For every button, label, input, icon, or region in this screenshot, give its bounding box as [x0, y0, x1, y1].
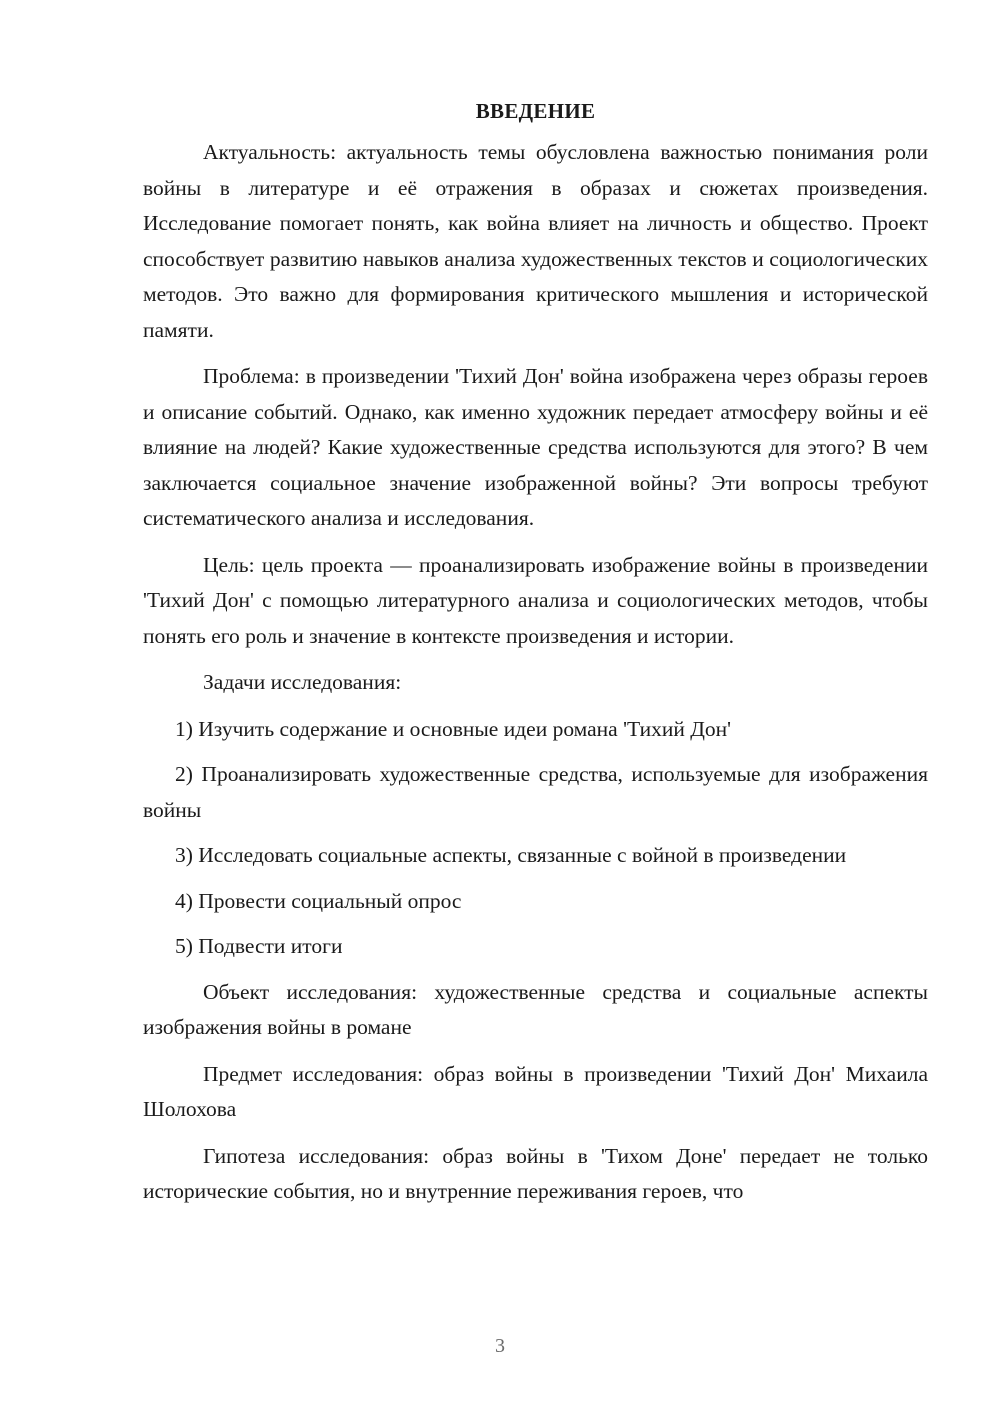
paragraph-problem: Проблема: в произведении 'Тихий Дон' война изображена через образы героев и описание событий. Однако, как именно художник передает атмосферу войны и её влияние на людей? Какие художественные средства используются для этого? В чем заключается социальное значение изображенной войны? Эти вопросы требуют систематического анализа и исследования. [143, 364, 928, 530]
paragraph-goal: Цель: цель проекта — проанализировать изображение войны в произведении 'Тихий Дон' с помощью литературного анализа и социологических методов, чтобы понять его роль и значение в контексте произведения и истории. [143, 552, 928, 648]
paragraph-relevance: Актуальность: актуальность темы обусловлена важностью понимания роли войны в литературе и её отражения в образах и сюжетах произведения. Исследование помогает понять, как война влияет на личность и общество. Проект способствует развитию навыков анализа художественных текстов и социологических методов. Это важно для формирования критического мышления и исторической памяти. [143, 140, 928, 342]
paragraph-object: Объект исследования: художественные средства и социальные аспекты изображения войны в романе [143, 979, 928, 1039]
section-title: ВВЕДЕНИЕ [475, 99, 596, 123]
paragraph-hypothesis: Гипотеза исследования: образ войны в 'Тихом Доне' передает не только исторические события, но и внутренние переживания героев, что [143, 1143, 928, 1203]
task-item-1: 1) Изучить содержание и основные идеи романа 'Тихий Дон' [175, 716, 732, 741]
task-item-2: 2) Проанализировать художественные средства, используемые для изображения войны [143, 762, 928, 822]
paragraph-subject: Предмет исследования: образ войны в произведении 'Тихий Дон' Михаила Шолохова [143, 1061, 928, 1121]
tasks-heading: Задачи исследования: [203, 670, 402, 694]
task-item-4: 4) Провести социальный опрос [175, 888, 462, 913]
document-page [143, 94, 928, 1210]
page-number: 3 [495, 1335, 505, 1357]
task-item-5: 5) Подвести итоги [175, 934, 343, 958]
task-item-3: 3) Исследовать социальные аспекты, связанные с войной в произведении [175, 843, 847, 867]
